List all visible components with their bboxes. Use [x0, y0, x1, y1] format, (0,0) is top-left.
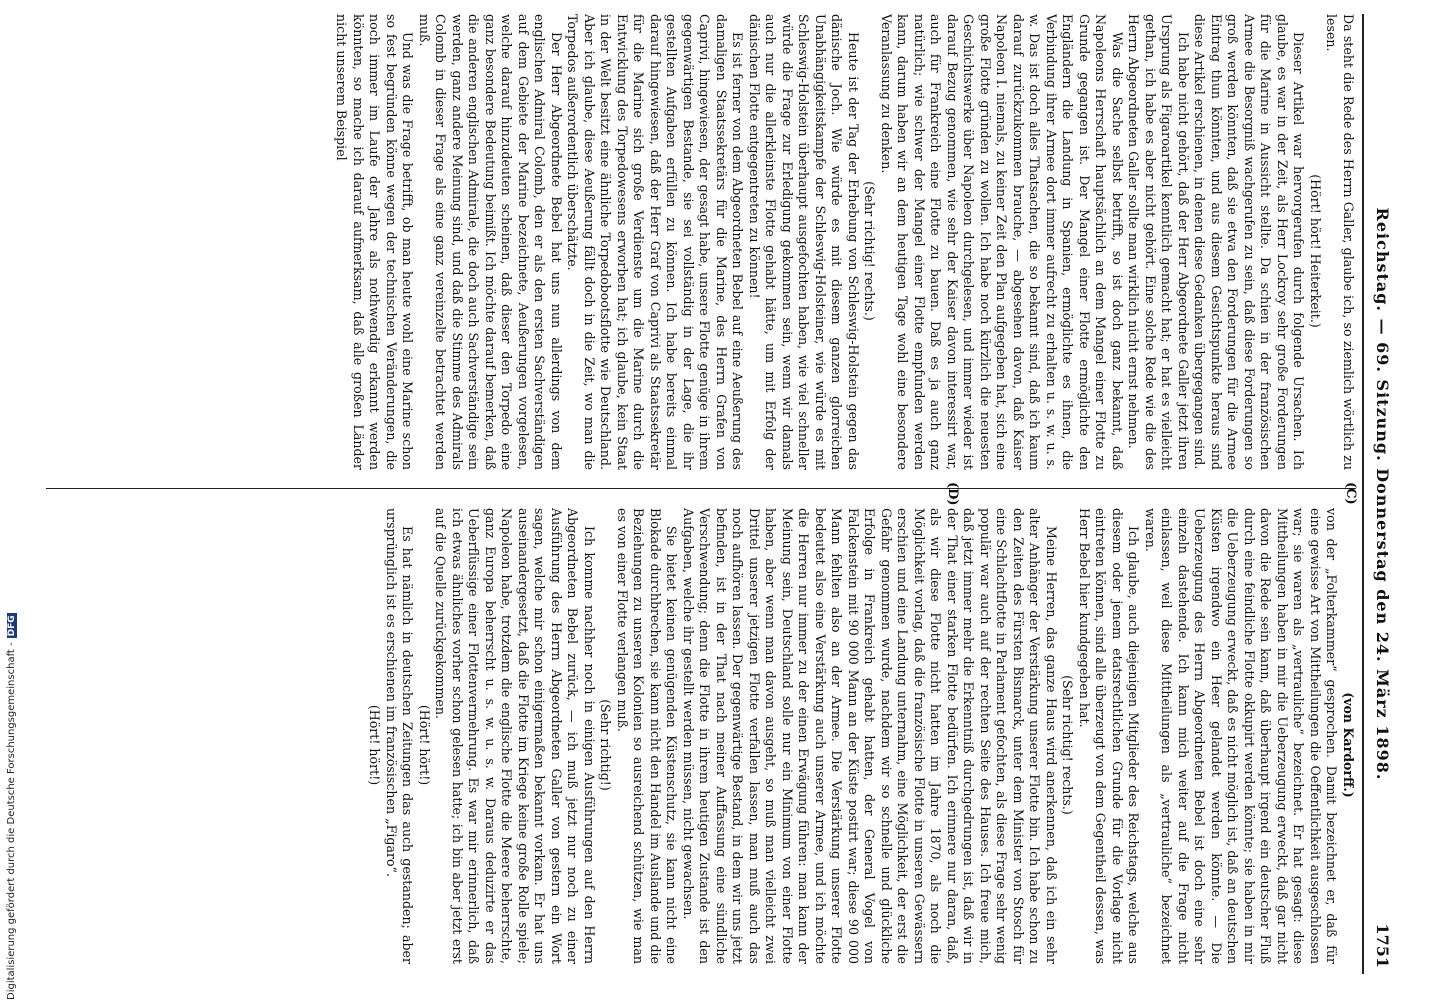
column-right-side: [46, 14, 1356, 470]
running-header: [1366, 14, 1400, 974]
paragraph: Meine Herren, das ganze Haus wird anerkennen, daß ich ein sehr alter Anhänger der Verstärkung unserer Flotte bin. Ich habe schon zu den Zeiten des Fürsten Bismarck, unter dem Minister von Stosch für eine Schlachtflotte in Parlament gefochten, als diese Frage sehr wenig populär war auch auf der rechten Seite des Hauses. Ich freue mich, daß jetzt immer mehr die Erkenntniß durchgedrungen ist, daß wir in der That einer starken Flotte bedürfen. Ich erinnere nur daran, daß, als wir diese Flotte nicht hatten im Jahre 1870, als noch die Möglichkeit vorlag, daß die französische Flotte in unseren Gewässern erschien und eine Landung unternahm, eine Möglichkeit, der erst die Gefahr genommen wurde, nachdem wir so schnelle und glückliche Erfolge in Frankreich gehabt hatten, der General Vogel von Falckenstein mit 90 000 Mann an der Küste postirt war; diese 90 000 Mann fehlten also an der Armee. Die Verstärkung unserer Flotte bedeutet also eine Verstärkung auch unserer Armee, und ich möchte die Herren nur immer zu der einen Erwägung führen: man kann der Meinung sein, Deutschland solle nur ein Minimum von einer Flotte haben, aber wenn man davon ausgeht, so muß man vielleicht zwei Drittel unserer jetzigen Flotte verfallen lassen, man muß auch das noch aufhören lassen. Der gegenwärtige Bestand, in dem wir uns jetzt befinden, ist in der That nach meiner Auffassung eine sündliche Verschwendung; denn die Flotte in ihrem heutigen Zustande ist den Aufgaben, welche ihr gestellt werden müssen, nicht gewachsen.: [681, 508, 1059, 964]
paragraph: Was die Sache selbst betrifft, so ist doch ganz bekannt, daß Napoleons Herrschaft hauptsächlich an dem Mangel einer Flotte zu Grunde gegangen ist. Der Mangel einer Flotte ermöglichte den Engländern die Landung in Spanien, ermöglichte es ihnen, die Verbindung ihrer Armee dort immer aufrecht zu erhalten u. s. w. u. s. w. Das ist doch alles Thatsachen, die so bekannt sind, daß ich kaum darauf zurückzukommen brauche, — abgesehen davon, daß Kaiser Napoleon I. niemals, zu keiner Zeit den Plan aufgegeben hat, sich eine große Flotte gründen zu wollen. Ich habe noch kürzlich die neuesten Geschichtswerke über Napoleon durchgelesen, und immer wieder ist darauf Bezug genommen, wie sehr der Kaiser davon interessirt war, auch für Frankreich eine Flotte zu bauen. Daß es ja auch ganz natürlich; wie schwer der Mangel einer Flotte empfunden werden kann, darum haben wir an dem heutigen Tage wohl eine besondere Veranlassung zu denken.: [879, 14, 1125, 470]
footer-credit: [6, 613, 17, 1000]
paragraph: (Sehr richtig!): [598, 699, 614, 791]
paragraph: Der Herr Abgeordnete Bebel hat uns nun allerdings von dem englischen Admiral Colomb, den er als den ersten Sachverständigen auf dem Gebiete der Marine bezeichnete, Aeußerungen vorgelesen, welche darauf hinzudeuten scheinen, daß dieser den Torpedo eine ganz besondere Bedeutung beimißt. Ich möchte darauf bemerken, daß die anderen englischen Admirale, die doch auch Sachverständige sein werden, ganz andere Meinung sind, und daß die Stimme des Admirals Colomb in dieser Frage als eine ganz vereinzelte betrachtet werden muß.: [417, 14, 564, 470]
paragraph: Ich glaube, auch diejenigen Mitglieder des Reichstags, welche aus diesem oder jenem etatsrechtlichen Grunde für die Vorlage nicht eintreten können, sind alle überzeugt von dem Gegentheil dessen, was Herr Bebel hier kundgegeben hat.: [1077, 508, 1142, 964]
paragraph: Ich komme nachher noch in einigen Ausführungen auf den Herrn Abgeordneten Bebel zurück, — ich muß jetzt nur noch zu einer Ausführung des Herrn Abgeordneten Galler von gestern ein Wort sagen, welche mir schon einigermaßen bekannt vorkam. Er hat uns auseinandergesetzt, daß die Flotte im Kriege keine große Rolle spiele; Napoleon habe, trotzdem die englische Flotte die Meere beherrschte, ganz Europa beherrscht u. s. w. u. s. w. Daraus deduzirte er das Ueberflüssige einer Flottenvermehrung. Es war mir erinnerlich, daß ich etwas ähnliches vorher schon gelesen hatte; ich bin aber jetzt erst auf die Quelle zurückgekommen.: [433, 508, 597, 964]
paragraph: (Sehr richtig! rechts.): [862, 181, 878, 321]
paragraph: Heute ist der Tag der Erhebung von Schleswig-Holstein gegen das dänische Joch. Wie würde es mit diesem ganzen glorreichen Unabhängigkeitskampfe der Schleswig-Holsteiner, wie würde es mit Schleswig-Holstein überhaupt ausgefochten haben, wie viel schneller würde die Frage zur Erledigung gekommen sein, wenn wir damals auch nur die allerkleinste Flotte gehabt hätte, um mit Erfolg der dänischen Flotte entgegentreten zu können!: [747, 14, 861, 470]
paragraph: (Sehr richtig! rechts.): [1060, 675, 1076, 815]
margin-marker-d: (D): [945, 482, 960, 506]
dfg-logo: DFG: [7, 615, 17, 637]
paragraph: Und was die Frage betrifft, ob man heute wohl eine Marine schon so fest begründen könne wegen der technischen Veränderungen, die noch immer im Laufe der Jahre als nothwendig erkannt werden könnten, so mache ich darauf aufmerksam, daß alle großen Länder nicht unserem Beispiel: [334, 14, 416, 470]
paragraph: Dieser Artikel war hervorgerufen durch folgende Ursachen. Ich glaube, es war in der Zeit, als Herr Lockroy sehr große Forderungen für die Marine in Aussicht stellte. Da schien in der französischen Armee die Besorgniß wachgerufen zu sein, daß diese Forderungen so groß werden könnten, daß sie etwa den Forderungen für die Armee Eintrag thun könnten, und aus diesem Gesichtspunkte heraus sind diese Artikel erschienen, in denen diese Gedanken übergegangen sind.: [1192, 14, 1307, 470]
header-rule: [1362, 14, 1364, 974]
footer-text: Digitalisierung gefördert durch die Deutsche Forschungsgemeinschaft -: [6, 642, 17, 1000]
column-divider: [46, 488, 1356, 489]
footer-strip: [0, 0, 20, 1000]
paragraph: (Hört! hört! Heiterkeit.): [1308, 174, 1323, 328]
column-left-side: [46, 508, 1356, 964]
speaker-label: (von Kardorff.): [1341, 692, 1356, 798]
paragraph: Da steht die Rede des Herrn Galler, glaube ich, so ziemlich wörtlich zu lesen.: [1324, 14, 1356, 470]
paragraph: Es ist ferner von dem Abgeordneten Bebel auf eine Aeußerung des damaligen Staatssekretärs für die Marine, des Herrn Grafen von Caprivi, hingewiesen, der gesagt habe, unsere Flotte genüge in ihrem gegenwärtigen Bestande, sie sei vollständig in der Lage, die ihr gestellten Aufgaben erfüllen zu können. Ich habe bereits einmal darauf hingewiesen, daß der Herr Graf von Caprivi als Staatssekretär für die Marine sich große Verdienste um die Marine durch die Entwicklung des Torpedowesens erworben hat; ich glaube, kein Staat in der Welt besitzt eine ähnliche Torpedobootsflotte wie Deutschland. Aber ich glaube, diese Aeußerung fällt doch in die Zeit, wo man die Torpedos außerordentlich überschätzte.: [565, 14, 746, 470]
margin-marker-c: (C): [1343, 482, 1358, 505]
rotated-print-page: [30, 14, 1400, 974]
page-number: 1751: [1373, 923, 1392, 968]
paragraph: Ich habe nicht gehört, daß der Herr Abgeordnete Galler jetzt ihren Ursprung als Figaroartikel kenntlich gemacht hat; er hat es vielleicht gethan, ich habe es aber nicht gehört. Eine solche Rede wie die des Herrn Abgeordneten Galler sollte man wirklich nicht ernst nehmen.: [1126, 14, 1191, 470]
paragraph: (Hört! hört!): [417, 704, 432, 786]
paragraph: Sie bietet keinen genügenden Küstenschutz, sie kann nicht eine Blokade durchbrechen, sie kann nicht den Handel im Auslande und die Beziehungen zu unseren Kolonien so ausreichend schützen, wie man es von einer Flotte verlangen muß.: [615, 508, 680, 964]
paragraph: Es hat nämlich in deutschen Zeitungen das auch gestanden; aber ursprünglich ist es erschienen im französischen „Figaro“.: [384, 508, 416, 964]
paragraph: von der „Folterkammer“ gesprochen. Damit bezeichnet er, daß für eine gewisse Art von Mittheilungen die Oeffentlichkeit ausgeschlossen war; sie waren als „vertrauliche“ bezeichnet. Er hat gesagt: diese Mittheilungen haben in mir die Ueberzeugung erweckt, daß gar nicht davon die Rede sein kann, daß überhaupt irgend ein deutscher Fluß durch eine feindliche Flotte okkupirt werden könnte; sie haben in mir die Ueberzeugung erweckt, daß es nicht möglich ist, daß an deutschen Küsten irgendwo ein Heer gelandet werden könnte. — Die Ueberzeugung des Herrn Abgeordneten Bebel ist doch eine sehr einzeln dastehende. Ich kann mich weiter auf die Frage nicht einlassen, weil diese Mittheilungen als „vertrauliche“ bezeichnet waren.: [1143, 508, 1340, 964]
running-title: Reichstag. — 69. Sitzung. Donnerstag den 24. März 1898.: [1373, 207, 1392, 781]
paragraph: (Hört! hört!): [367, 704, 383, 786]
